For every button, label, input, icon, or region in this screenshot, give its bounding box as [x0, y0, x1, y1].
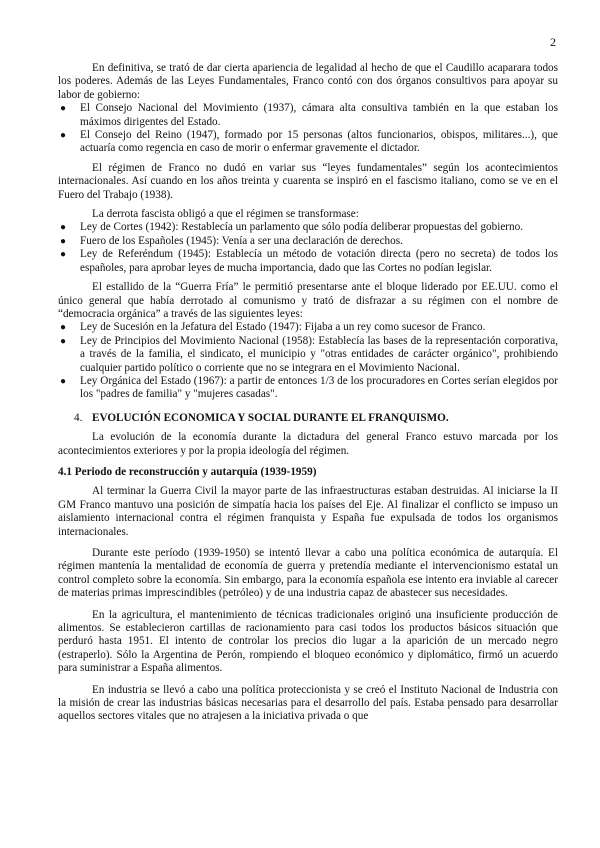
paragraph-autarquia: Durante este período (1939-1950) se intentó llevar a cabo una política económica de autarquía. El régimen mantenía la mentalidad de economía de guerra y pretendía mediante el intervencionismo estatal un control completo sobre la economía. Sin embargo, para la economía española ese intento era inviable al carecer de materias primas imprescindibles (petróleo) y de una industria capaz de abastecer sus necesidades. [58, 547, 558, 600]
paragraph-derrota-fascista: La derrota fascista obligó a que el régimen se transformase: [92, 208, 359, 221]
bullet-icon: ● [60, 103, 67, 115]
list-item: ● Ley Orgánica del Estado (1967): a partir de entonces 1/3 de los procuradores en Cortes serían elegidos por los "padres de familia" y "mujeres casadas". [60, 374, 558, 401]
list-item: ● Ley de Referéndum (1945): Establecía un método de votación directa (pero no secreta) de todos los españoles, para aprobar leyes de mucha importancia, dado que las Cortes no podían legislar. [60, 248, 558, 274]
list-transformacion [58, 221, 558, 275]
paragraph-evolucion-economia: La evolución de la economía durante la dictadura del general Franco estuvo marcada por los acontecimientos exteriores y por la propia ideología del régimen. [58, 431, 558, 457]
paragraph-guerra-fria: El estallido de la “Guerra Fría” le permitió presentarse ante el bloque liderado por EE.UU. como el único general que había derrotado al comunismo y trató de disfrazar a su régimen con el nombre de “democracia orgánica” a través de las siguientes leyes: [58, 281, 558, 320]
bullet-icon: ● [60, 322, 67, 334]
list-item: ● El Consejo del Reino (1947), formado por 15 personas (altos funcionarios, obispos, militares...), que actuaría como regencia en caso de morir o enfermar gravemente el dictador. [60, 129, 558, 155]
list-item: ● Ley de Principios del Movimiento Nacional (1958): Establecía las bases de la representación corporativa, a través de la familia, el sindicato, el municipio y "otras entidades de carácter orgánico", prohibiendo cualquier partido político o corriente que no se integrara en el Movimiento Nacional. [60, 334, 558, 374]
list-leyes [58, 321, 558, 401]
list-organos-consultivos [58, 102, 558, 156]
list-item: ● Ley de Sucesión en la Jefatura del Estado (1947): Fijaba a un rey como sucesor de Franco. [60, 321, 486, 334]
paragraph-leyes-fundamentales: El régimen de Franco no dudó en variar sus “leyes fundamentales” según los acontecimientos internacionales. Así cuando en los años treinta y cuarenta se inspiró en el fascismo italiano, como se ve en el Fuero del Trabajo (1938). [58, 161, 558, 201]
paragraph-industria: En industria se llevó a cabo una política proteccionista y se creó el Instituto Nacional de Industria con la misión de crear las industrias básicas necesarias para el desarrollo del país. Estaba pensado para desarrollar aquellos sectores vitales que no atrajesen a la iniciativa privada o que [58, 683, 558, 723]
page-content [58, 62, 558, 724]
section-heading [58, 412, 558, 425]
section-title: EVOLUCIÓN ECONOMICA Y SOCIAL DURANTE EL FRANQUISMO. [92, 411, 449, 424]
paragraph-guerra-civil: Al terminar la Guerra Civil la mayor parte de las infraestructuras estaban destruidas. Al iniciarse la II GM Franco mantuvo una posición de simpatía hacia los países del Eje. Al finalizar el conflicto se impuso un aislamiento internacional contra el régimen franquista y España fue expulsada de todos los organismos internacionales. [58, 485, 558, 538]
list-item: ● El Consejo Nacional del Movimiento (1937), cámara alta consultiva también en la que estaban los máximos dirigentes del Estado. [60, 102, 558, 128]
section-number: 4. [74, 411, 83, 424]
bullet-icon: ● [60, 222, 67, 234]
list-item: ● Ley de Cortes (1942): Restablecía un parlamento que sólo podía deliberar propuestas del gobierno. [60, 221, 524, 234]
bullet-icon: ● [60, 249, 67, 261]
bullet-icon: ● [60, 375, 67, 387]
page-number: 2 [550, 35, 556, 49]
bullet-icon: ● [60, 235, 67, 247]
bullet-icon: ● [60, 130, 67, 142]
list-item: ● Fuero de los Españoles (1945): Venía a ser una declaración de derechos. [60, 234, 403, 247]
bullet-icon: ● [60, 335, 67, 347]
paragraph-agricultura: En la agricultura, el mantenimiento de técnicas tradicionales originó una insuficiente producción de alimentos. Se establecieron cartillas de racionamiento para casi todos los productos básicos situación que perduró hasta 1951. El intento de controlar los precios dio lugar a la aparición de un mercado negro (estraperlo). Sólo la Argentina de Perón, rompiendo el bloqueo económico y diplomático, firmó un acuerdo para suministrar a España alimentos. [58, 608, 558, 675]
paragraph-intro: En definitiva, se trató de dar cierta apariencia de legalidad al hecho de que el Caudillo acaparara todos los poderes. Además de las Leyes Fundamentales, Franco contó con dos órganos consultivos para apoyar su labor de gobierno: [58, 62, 558, 101]
subsection-heading: 4.1 Periodo de reconstrucción y autarquía (1939-1959) [58, 465, 317, 478]
